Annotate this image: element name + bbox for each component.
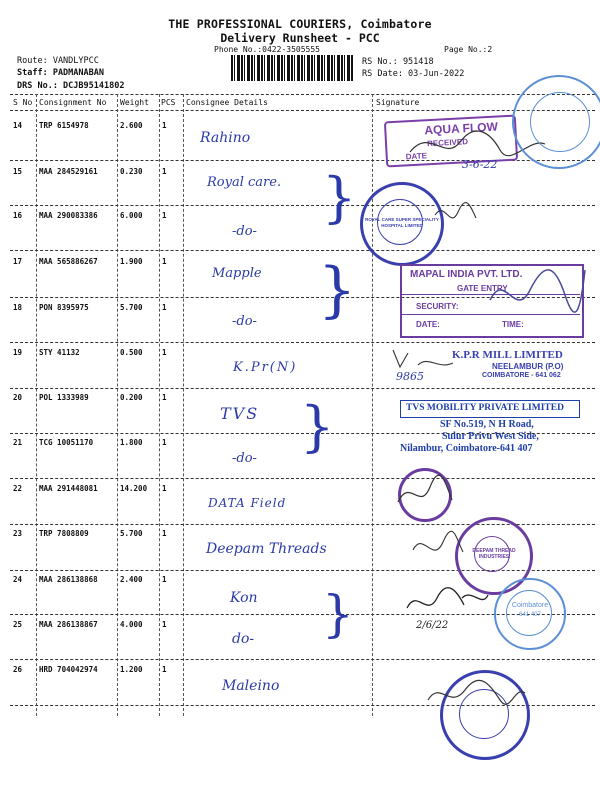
brace-mark: }: [322, 585, 354, 643]
row-sno: 20: [13, 393, 23, 402]
row-weight: 0.200: [120, 393, 143, 402]
row-sno: 19: [13, 348, 23, 357]
row-consignee-handwritten: Rahino: [200, 130, 251, 146]
row-consignment: MAA 284529161: [39, 167, 98, 176]
row-weight: 2.600: [120, 121, 143, 130]
rs-date: RS Date: 03-Jun-2022: [362, 69, 465, 79]
signature-scribble: [420, 675, 530, 715]
header-bottom-rule: [10, 110, 595, 111]
row-weight: 4.000: [120, 620, 143, 629]
row-consignee-handwritten: Royal care.: [207, 175, 282, 190]
route-label: Route: VANDLYPCC: [17, 56, 99, 66]
table-top-rule: [10, 94, 595, 95]
row-weight: 14.200: [120, 484, 148, 493]
row-rule: [10, 659, 595, 660]
deepam-text: DEEPAM THREAD INDUSTRIES: [472, 548, 516, 560]
staff-label: Staff: PADMANABAN: [17, 68, 104, 78]
row-consignee-handwritten: Mapple: [212, 266, 262, 281]
document-title: THE PROFESSIONAL COURIERS, Coimbatore: [168, 17, 432, 31]
tvs-address-2: Sulur Privu West Side,: [442, 431, 539, 442]
row-pcs: 1: [162, 257, 167, 266]
row-pcs: 1: [162, 211, 167, 220]
row-consignee-handwritten: Deepam Threads: [206, 541, 327, 557]
row-consignee-handwritten: TVS: [220, 404, 260, 423]
mapal-gate: GATE ENTRY: [457, 284, 508, 293]
row-weight: 1.900: [120, 257, 143, 266]
kpr-name: K.P.R MILL LIMITED: [452, 349, 563, 361]
row-weight: 0.230: [120, 167, 143, 176]
signature-scribble: [388, 345, 458, 375]
col-header-consignment: Consignment No: [39, 98, 107, 107]
row-pcs: 1: [162, 348, 167, 357]
kpr-handwritten-phone: 9865: [396, 370, 424, 383]
phone-number: Phone No.:0422-3505555: [214, 45, 320, 54]
row-rule: [10, 250, 595, 251]
row-sno: 25: [13, 620, 23, 629]
row-weight: 1.800: [120, 438, 143, 447]
signature-scribble: [408, 530, 468, 565]
row-consignment: MAA 290083386: [39, 211, 98, 220]
coimbatore-text: Coimbatore: [511, 602, 549, 609]
row-pcs: 1: [162, 121, 167, 130]
row-consignee-handwritten: -do-: [232, 314, 257, 329]
row-consignee-handwritten: Maleino: [222, 678, 280, 694]
drs-number: DRS No.: DCJB95141802: [17, 81, 125, 91]
brace-mark: }: [300, 395, 335, 458]
col-header-pcs: PCS: [161, 98, 176, 107]
mapal-name: MAPAL INDIA PVT. LTD.: [410, 269, 523, 280]
tvs-address-3: Nilambur, Coimbatore-641 407: [400, 443, 533, 454]
row-consignee-handwritten: -do-: [232, 451, 257, 466]
brace-mark: }: [318, 255, 357, 325]
row-rule: [10, 478, 595, 479]
coimbatore-stamp: [494, 578, 566, 650]
row-consignee-handwritten: Kon: [230, 590, 258, 606]
row-consignment: HRD 704042974: [39, 665, 98, 674]
row-pcs: 1: [162, 167, 167, 176]
row-sno: 23: [13, 529, 23, 538]
row-consignment: MAA 565886267: [39, 257, 98, 266]
kpr-place: NEELAMBUR (P.O): [492, 362, 564, 371]
row-consignment: MAA 286138868: [39, 575, 98, 584]
royal-care-text: ROYAL CARE SUPER SPECIALITY HOSPITAL LIMITED: [365, 217, 439, 228]
row-sno: 24: [13, 575, 23, 584]
row-weight: 5.700: [120, 303, 143, 312]
tvs-stamp-header: [400, 400, 580, 418]
row-pcs: 1: [162, 620, 167, 629]
row-pcs: 1: [162, 393, 167, 402]
col-divider: [159, 94, 160, 716]
row-consignment: POL 1333989: [39, 393, 89, 402]
mapal-security: SECURITY:: [416, 302, 459, 311]
row-consignment: TCG 10051170: [39, 438, 94, 447]
aqua-handwritten-date: 3-6-22: [462, 158, 498, 171]
row-sno: 26: [13, 665, 23, 674]
row-pcs: 1: [162, 665, 167, 674]
kpr-city: COIMBATORE - 641 062: [482, 372, 561, 379]
row-weight: 1.200: [120, 665, 143, 674]
barcode: [231, 55, 353, 81]
row-consignee-handwritten: do-: [232, 631, 255, 647]
row-consignee-handwritten: -do-: [232, 224, 257, 239]
handwritten-date-24: 2/6/22: [416, 620, 449, 631]
col-header-sno: S No: [13, 98, 33, 107]
col-divider: [117, 94, 118, 716]
row-consignee-handwritten: K.Pr(N): [233, 360, 298, 375]
row-sno: 14: [13, 121, 23, 130]
document-subtitle: Delivery Runsheet - PCC: [220, 31, 380, 45]
row-consignment: PON 8395975: [39, 303, 89, 312]
page-number: Page No.:2: [444, 45, 493, 54]
col-divider: [372, 94, 373, 716]
aqua-flow-text: AQUA FLOW: [424, 119, 499, 138]
row-weight: 5.700: [120, 529, 143, 538]
tvs-address-1: SF No.519, N H Road,: [440, 419, 534, 430]
row-consignment: TRP 6154978: [39, 121, 89, 130]
row-consignment: MAA 286138867: [39, 620, 98, 629]
brace-mark: }: [322, 166, 357, 229]
col-header-signature: Signature: [376, 98, 420, 107]
row-pcs: 1: [162, 484, 167, 493]
tvs-name: TVS MOBILITY PRIVATE LIMITED: [406, 403, 564, 413]
row-consignment: MAA 291448081: [39, 484, 98, 493]
row-rule: [10, 205, 595, 206]
row-pcs: 1: [162, 575, 167, 584]
col-divider: [36, 94, 37, 716]
col-header-weight: Weight: [120, 98, 149, 107]
row-weight: 2.400: [120, 575, 143, 584]
signature-scribble: [430, 200, 480, 230]
col-divider: [183, 94, 184, 716]
row-consignee-handwritten: DATA Field: [208, 496, 287, 510]
aqua-received-text: RECEIVED: [426, 137, 469, 149]
row-pcs: 1: [162, 529, 167, 538]
row-rule: [10, 342, 595, 343]
signature-scribble: [480, 260, 590, 330]
row-sno: 16: [13, 211, 23, 220]
row-rule: [10, 388, 595, 389]
row-sno: 21: [13, 438, 23, 447]
row-sno: 18: [13, 303, 23, 312]
row-pcs: 1: [162, 438, 167, 447]
row-consignment: TRP 7808809: [39, 529, 89, 538]
row-weight: 0.500: [120, 348, 143, 357]
signature-scribble: [390, 472, 460, 517]
aqua-date-text: DATE: [405, 151, 428, 162]
col-header-consignee: Consignee Details: [186, 98, 268, 107]
mapal-date: DATE:: [416, 320, 440, 329]
mapal-time: TIME:: [502, 320, 524, 329]
row-sno: 22: [13, 484, 23, 493]
signature-scribble: [402, 583, 492, 623]
rs-number: RS No.: 951418: [362, 57, 434, 67]
row-sno: 15: [13, 167, 23, 176]
coimbatore-pin: 641 407: [519, 612, 541, 618]
row-sno: 17: [13, 257, 23, 266]
row-pcs: 1: [162, 303, 167, 312]
round-stamp-inner: [530, 92, 590, 152]
row-weight: 6.000: [120, 211, 143, 220]
row-consignment: STY 41132: [39, 348, 80, 357]
